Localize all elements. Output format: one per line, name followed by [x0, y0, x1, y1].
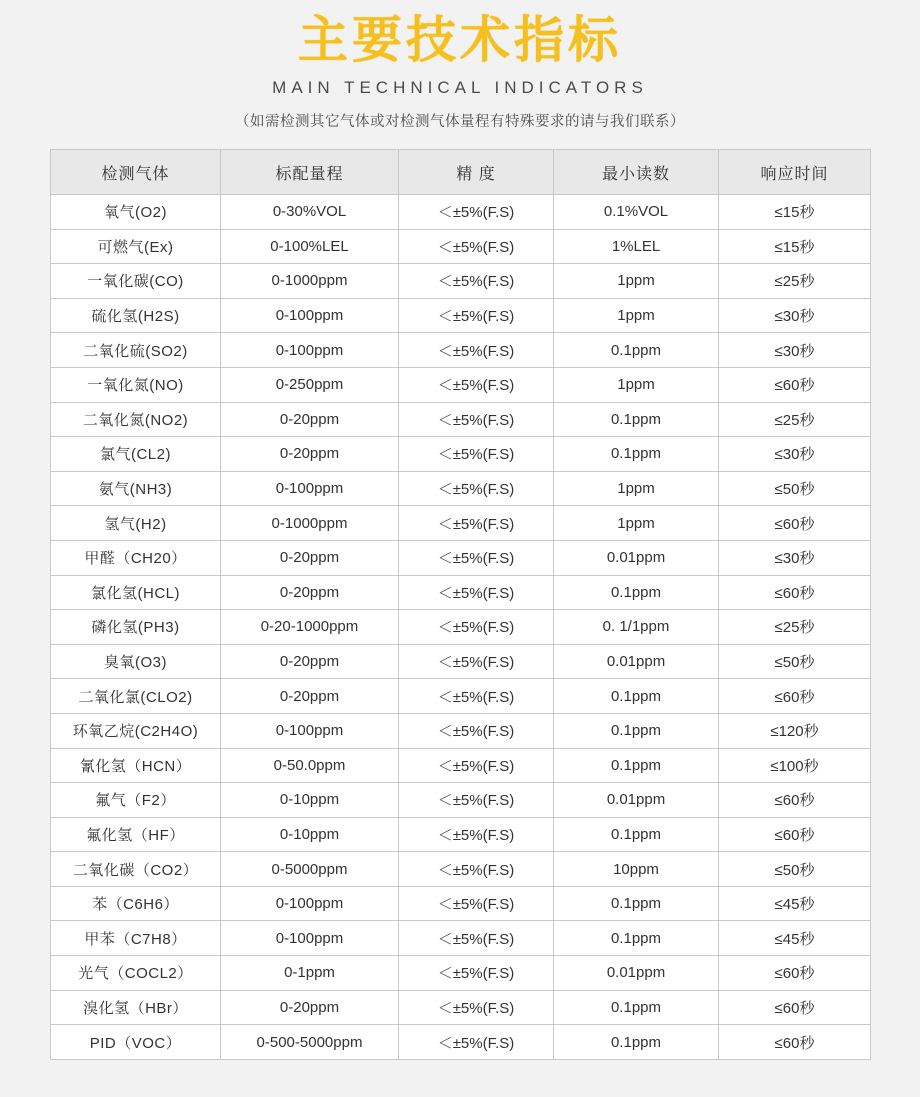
- cell-range: 0-50.0ppm: [221, 748, 399, 783]
- cell-accuracy: ＜±5%(F.S): [399, 610, 554, 645]
- cell-accuracy: ＜±5%(F.S): [399, 644, 554, 679]
- cell-accuracy: ＜±5%(F.S): [399, 886, 554, 921]
- cell-gas: 甲苯（C7H8）: [51, 921, 221, 956]
- cell-range: 0-1ppm: [221, 956, 399, 991]
- table-row: [51, 713, 871, 748]
- cell-range: 0-20ppm: [221, 402, 399, 437]
- table-row: [51, 817, 871, 852]
- table-row: [51, 264, 871, 299]
- cell-accuracy: ＜±5%(F.S): [399, 437, 554, 472]
- table-row: [51, 402, 871, 437]
- cell-accuracy: ＜±5%(F.S): [399, 506, 554, 541]
- table-row: [51, 783, 871, 818]
- cell-accuracy: ＜±5%(F.S): [399, 817, 554, 852]
- cell-resolution: 0.1ppm: [554, 1025, 719, 1060]
- table-row: [51, 506, 871, 541]
- cell-resolution: 0.01ppm: [554, 540, 719, 575]
- cell-resolution: 1%LEL: [554, 229, 719, 264]
- cell-response-time: ≤60秒: [719, 783, 871, 818]
- spec-table-head: [51, 150, 871, 195]
- cell-response-time: ≤60秒: [719, 679, 871, 714]
- cell-response-time: ≤120秒: [719, 713, 871, 748]
- cell-gas: 一氧化碳(CO): [51, 264, 221, 299]
- cell-range: 0-100%LEL: [221, 229, 399, 264]
- cell-resolution: 0.1ppm: [554, 748, 719, 783]
- cell-accuracy: ＜±5%(F.S): [399, 229, 554, 264]
- cell-range: 0-30%VOL: [221, 195, 399, 230]
- cell-response-time: ≤60秒: [719, 367, 871, 402]
- cell-response-time: ≤50秒: [719, 471, 871, 506]
- cell-gas: 氯气(CL2): [51, 437, 221, 472]
- cell-response-time: ≤45秒: [719, 921, 871, 956]
- spec-table-wrap: [50, 149, 870, 1060]
- cell-accuracy: ＜±5%(F.S): [399, 333, 554, 368]
- cell-gas: 二氧化碳（CO2）: [51, 852, 221, 887]
- cell-range: 0-100ppm: [221, 921, 399, 956]
- table-row: [51, 298, 871, 333]
- cell-range: 0-5000ppm: [221, 852, 399, 887]
- column-header-resolution: 最小读数: [554, 150, 719, 195]
- cell-accuracy: ＜±5%(F.S): [399, 990, 554, 1025]
- cell-gas: 磷化氢(PH3): [51, 610, 221, 645]
- page-note: （如需检测其它气体或对检测气体量程有特殊要求的请与我们联系）: [235, 114, 685, 130]
- cell-accuracy: ＜±5%(F.S): [399, 195, 554, 230]
- table-row: [51, 990, 871, 1025]
- cell-range: 0-100ppm: [221, 333, 399, 368]
- cell-range: 0-10ppm: [221, 817, 399, 852]
- cell-range: 0-20ppm: [221, 644, 399, 679]
- cell-response-time: ≤25秒: [719, 402, 871, 437]
- cell-resolution: 0.1ppm: [554, 575, 719, 610]
- cell-accuracy: ＜±5%(F.S): [399, 540, 554, 575]
- column-header-range: 标配量程: [221, 150, 399, 195]
- cell-range: 0-500-5000ppm: [221, 1025, 399, 1060]
- cell-gas: 二氧化氯(CLO2): [51, 679, 221, 714]
- cell-response-time: ≤60秒: [719, 956, 871, 991]
- cell-response-time: ≤60秒: [719, 575, 871, 610]
- cell-accuracy: ＜±5%(F.S): [399, 852, 554, 887]
- cell-resolution: 0.1ppm: [554, 679, 719, 714]
- cell-response-time: ≤100秒: [719, 748, 871, 783]
- cell-resolution: 0.01ppm: [554, 644, 719, 679]
- table-row: [51, 679, 871, 714]
- cell-gas: 甲醛（CH20）: [51, 540, 221, 575]
- table-row: [51, 748, 871, 783]
- cell-accuracy: ＜±5%(F.S): [399, 471, 554, 506]
- cell-gas: 氟气（F2）: [51, 783, 221, 818]
- cell-response-time: ≤60秒: [719, 817, 871, 852]
- cell-accuracy: ＜±5%(F.S): [399, 921, 554, 956]
- cell-gas: 二氧化氮(NO2): [51, 402, 221, 437]
- cell-range: 0-1000ppm: [221, 506, 399, 541]
- cell-resolution: 1ppm: [554, 367, 719, 402]
- cell-range: 0-100ppm: [221, 713, 399, 748]
- cell-gas: 氢气(H2): [51, 506, 221, 541]
- column-header-gas: 检测气体: [51, 150, 221, 195]
- cell-range: 0-1000ppm: [221, 264, 399, 299]
- cell-resolution: 0.1ppm: [554, 402, 719, 437]
- cell-response-time: ≤25秒: [719, 264, 871, 299]
- cell-response-time: ≤50秒: [719, 852, 871, 887]
- cell-response-time: ≤15秒: [719, 229, 871, 264]
- cell-accuracy: ＜±5%(F.S): [399, 367, 554, 402]
- cell-gas: 光气（COCL2）: [51, 956, 221, 991]
- cell-accuracy: ＜±5%(F.S): [399, 713, 554, 748]
- cell-gas: 苯（C6H6）: [51, 886, 221, 921]
- cell-gas: 氯化氢(HCL): [51, 575, 221, 610]
- cell-accuracy: ＜±5%(F.S): [399, 402, 554, 437]
- cell-resolution: 10ppm: [554, 852, 719, 887]
- cell-gas: 臭氧(O3): [51, 644, 221, 679]
- page-title: 主要技术指标: [298, 11, 622, 69]
- column-header-accuracy: 精 度: [399, 150, 554, 195]
- cell-response-time: ≤60秒: [719, 1025, 871, 1060]
- table-row: [51, 921, 871, 956]
- table-row: [51, 471, 871, 506]
- cell-accuracy: ＜±5%(F.S): [399, 679, 554, 714]
- cell-resolution: 1ppm: [554, 298, 719, 333]
- cell-gas: 硫化氢(H2S): [51, 298, 221, 333]
- cell-resolution: 0. 1/1ppm: [554, 610, 719, 645]
- spec-table-body: [51, 195, 871, 1060]
- cell-range: 0-100ppm: [221, 886, 399, 921]
- cell-range: 0-20ppm: [221, 679, 399, 714]
- cell-resolution: 0.01ppm: [554, 956, 719, 991]
- table-row: [51, 229, 871, 264]
- table-row: [51, 852, 871, 887]
- table-row: [51, 540, 871, 575]
- cell-resolution: 1ppm: [554, 506, 719, 541]
- cell-response-time: ≤30秒: [719, 298, 871, 333]
- cell-gas: 二氧化硫(SO2): [51, 333, 221, 368]
- cell-response-time: ≤50秒: [719, 644, 871, 679]
- cell-response-time: ≤60秒: [719, 990, 871, 1025]
- cell-gas: 溴化氢（HBr）: [51, 990, 221, 1025]
- cell-resolution: 1ppm: [554, 471, 719, 506]
- cell-range: 0-100ppm: [221, 471, 399, 506]
- spec-table: [50, 149, 871, 1060]
- cell-resolution: 0.01ppm: [554, 783, 719, 818]
- table-row: [51, 367, 871, 402]
- table-row: [51, 644, 871, 679]
- table-row: [51, 437, 871, 472]
- table-row: [51, 575, 871, 610]
- cell-response-time: ≤45秒: [719, 886, 871, 921]
- cell-resolution: 0.1ppm: [554, 886, 719, 921]
- cell-gas: 氟化氢（HF）: [51, 817, 221, 852]
- page-header: [0, 0, 920, 131]
- cell-accuracy: ＜±5%(F.S): [399, 264, 554, 299]
- cell-gas: 氨气(NH3): [51, 471, 221, 506]
- cell-range: 0-20ppm: [221, 575, 399, 610]
- cell-accuracy: ＜±5%(F.S): [399, 298, 554, 333]
- cell-range: 0-10ppm: [221, 783, 399, 818]
- cell-response-time: ≤15秒: [719, 195, 871, 230]
- cell-range: 0-250ppm: [221, 367, 399, 402]
- cell-response-time: ≤25秒: [719, 610, 871, 645]
- cell-gas: 氧气(O2): [51, 195, 221, 230]
- cell-response-time: ≤30秒: [719, 540, 871, 575]
- cell-range: 0-20ppm: [221, 437, 399, 472]
- table-row: [51, 610, 871, 645]
- cell-response-time: ≤30秒: [719, 437, 871, 472]
- cell-gas: 环氧乙烷(C2H4O): [51, 713, 221, 748]
- table-row: [51, 333, 871, 368]
- cell-resolution: 1ppm: [554, 264, 719, 299]
- cell-range: 0-20ppm: [221, 540, 399, 575]
- cell-accuracy: ＜±5%(F.S): [399, 1025, 554, 1060]
- cell-range: 0-20-1000ppm: [221, 610, 399, 645]
- cell-resolution: 0.1ppm: [554, 333, 719, 368]
- table-row: [51, 956, 871, 991]
- cell-resolution: 0.1ppm: [554, 990, 719, 1025]
- cell-resolution: 0.1%VOL: [554, 195, 719, 230]
- cell-resolution: 0.1ppm: [554, 817, 719, 852]
- cell-gas: 一氧化氮(NO): [51, 367, 221, 402]
- cell-gas: 氰化氢（HCN）: [51, 748, 221, 783]
- cell-resolution: 0.1ppm: [554, 921, 719, 956]
- cell-gas: PID（VOC）: [51, 1025, 221, 1060]
- table-header-row: [51, 150, 871, 195]
- cell-accuracy: ＜±5%(F.S): [399, 956, 554, 991]
- table-row: [51, 886, 871, 921]
- cell-range: 0-20ppm: [221, 990, 399, 1025]
- cell-resolution: 0.1ppm: [554, 437, 719, 472]
- column-header-response-time: 响应时间: [719, 150, 871, 195]
- cell-accuracy: ＜±5%(F.S): [399, 575, 554, 610]
- cell-gas: 可燃气(Ex): [51, 229, 221, 264]
- cell-resolution: 0.1ppm: [554, 713, 719, 748]
- page-subtitle: MAIN TECHNICAL INDICATORS: [272, 78, 648, 97]
- table-row: [51, 1025, 871, 1060]
- cell-accuracy: ＜±5%(F.S): [399, 748, 554, 783]
- cell-range: 0-100ppm: [221, 298, 399, 333]
- cell-accuracy: ＜±5%(F.S): [399, 783, 554, 818]
- table-row: [51, 195, 871, 230]
- cell-response-time: ≤30秒: [719, 333, 871, 368]
- cell-response-time: ≤60秒: [719, 506, 871, 541]
